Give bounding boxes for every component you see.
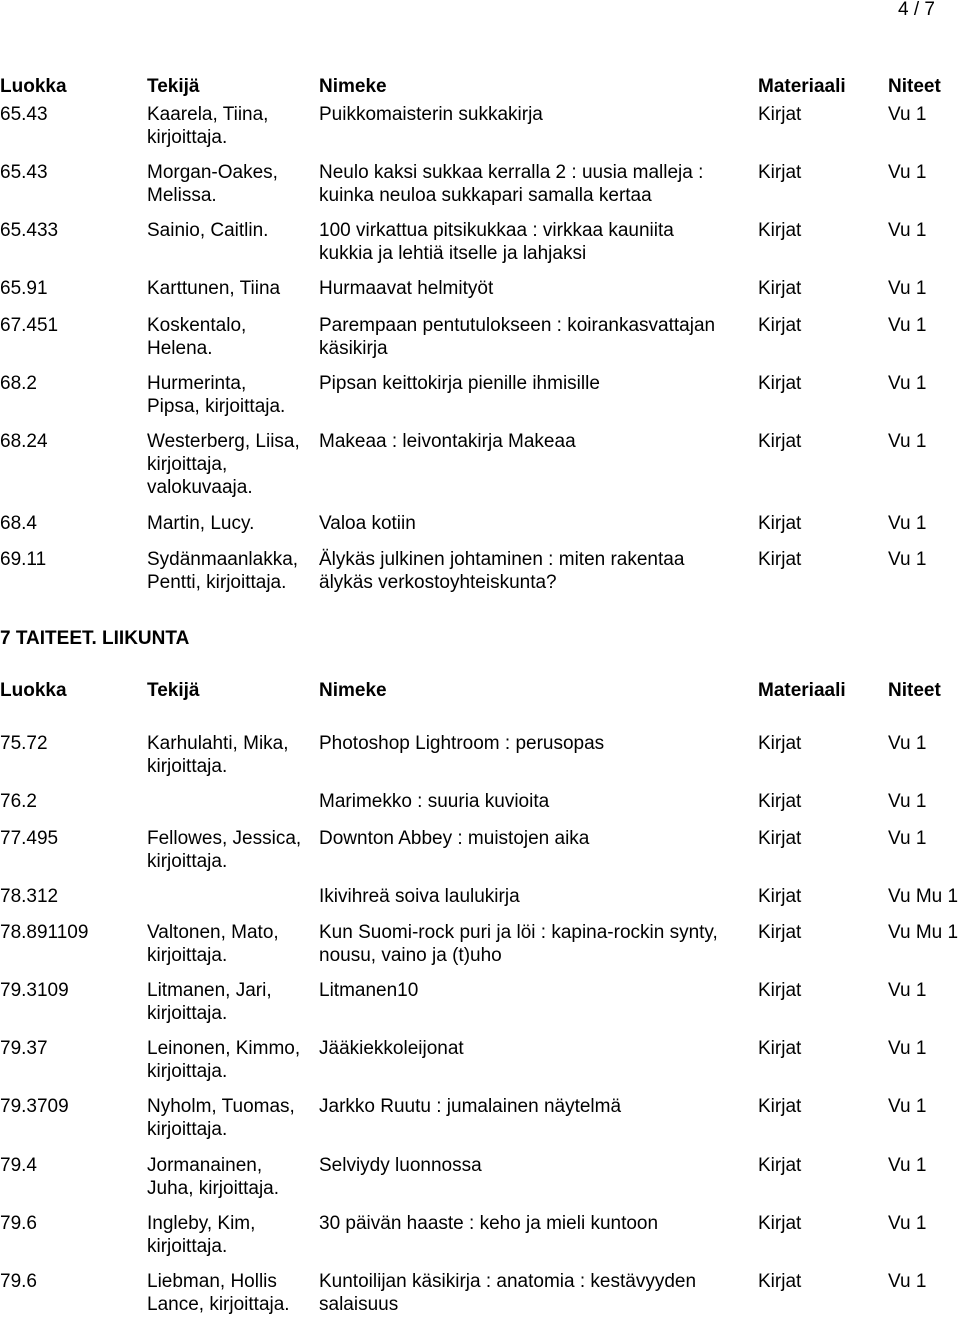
cell-tekija-line: Martin, Lucy. [147,513,255,534]
cell-tekija [147,103,268,149]
cell-luokka: 65.91 [0,278,48,299]
section-heading: 7 TAITEET. LIIKUNTA [0,628,190,649]
cell-nimeke-line: salaisuus [319,1294,399,1315]
cell-tekija-line: Litmanen, Jari, [147,980,272,1001]
table-row [0,430,960,498]
cell-niteet: Vu 1 [888,828,927,849]
cell-luokka: 79.3109 [0,980,69,1001]
cell-tekija-line: Jormanainen, [147,1155,263,1176]
page-number: 4 / 7 [898,0,935,20]
cell-luokka: 68.24 [0,431,48,452]
cell-niteet: Vu 1 [888,1038,927,1059]
cell-niteet: Vu 1 [888,549,927,570]
cell-materiaali: Kirjat [758,431,802,452]
cell-nimeke [319,219,674,265]
cell-tekija [147,161,278,207]
cell-tekija-line: kirjoittaja. [147,945,228,966]
column-header-nimeke: Nimeke [319,680,387,701]
cell-materiaali: Kirjat [758,315,802,336]
cell-tekija [147,512,254,535]
cell-tekija-line: Pentti, kirjoittaja. [147,572,287,593]
cell-tekija [147,372,285,418]
cell-materiaali: Kirjat [758,1038,802,1059]
cell-luokka: 69.11 [0,549,47,570]
cell-nimeke [319,1095,621,1118]
column-header-tekija: Tekijä [147,76,200,97]
cell-nimeke [319,827,589,850]
cell-niteet: Vu Mu 1 [888,886,959,907]
cell-nimeke [319,732,604,755]
cell-tekija [147,1095,295,1141]
cell-tekija-line: Ingleby, Kim, [147,1213,256,1234]
column-header-nimeke: Nimeke [319,76,387,97]
cell-nimeke [319,1154,482,1177]
cell-nimeke-line: Hurmaavat helmityöt [319,278,494,299]
cell-materiaali: Kirjat [758,278,802,299]
cell-tekija-line: Lance, kirjoittaja. [147,1294,290,1315]
cell-niteet: Vu 1 [888,220,927,241]
cell-materiaali: Kirjat [758,1213,802,1234]
cell-niteet: Vu Mu 1 [888,922,959,943]
cell-nimeke [319,548,684,594]
cell-nimeke [319,921,718,967]
cell-tekija-line: kirjoittaja. [147,1003,228,1024]
cell-materiaali: Kirjat [758,828,802,849]
cell-niteet: Vu 1 [888,373,927,394]
cell-luokka: 65.43 [0,162,48,183]
cell-tekija-line: Leinonen, Kimmo, [147,1038,301,1059]
cell-nimeke [319,103,543,126]
cell-nimeke-line: 30 päivän haaste : keho ja mieli kuntoon [319,1213,659,1234]
table-row [0,219,960,279]
cell-tekija-line: Kaarela, Tiina, [147,104,269,125]
cell-tekija [147,732,289,778]
cell-tekija-line: kirjoittaja. [147,1119,228,1140]
table-row [0,372,960,432]
cell-nimeke-line: kuinka neuloa sukkapari samalla kertaa [319,185,652,206]
cell-tekija [147,1212,255,1258]
cell-luokka: 77.495 [0,828,59,849]
column-header-luokka: Luokka [0,680,67,701]
cell-nimeke [319,979,418,1002]
column-header-luokka: Luokka [0,76,67,97]
cell-tekija-line: Pipsa, kirjoittaja. [147,396,286,417]
cell-niteet: Vu 1 [888,431,927,452]
cell-nimeke-line: Valoa kotiin [319,513,416,534]
cell-niteet: Vu 1 [888,162,927,183]
cell-materiaali: Kirjat [758,162,802,183]
cell-luokka: 79.6 [0,1213,37,1234]
table-row [0,732,960,792]
cell-luokka: 76.2 [0,791,37,812]
cell-tekija-line: Sydänmaanlakka, [147,549,299,570]
cell-materiaali: Kirjat [758,373,802,394]
cell-tekija [147,827,301,873]
cell-tekija-line: Westerberg, Liisa, [147,431,300,452]
cell-luokka: 65.433 [0,220,59,241]
table-row [0,921,960,981]
cell-nimeke [319,885,520,908]
cell-tekija [147,1270,290,1316]
column-header-materiaali: Materiaali [758,76,846,97]
table-row [0,979,960,1039]
cell-luokka: 78.312 [0,886,59,907]
cell-tekija [147,219,268,242]
cell-nimeke-line: Puikkomaisterin sukkakirja [319,104,543,125]
cell-tekija-line: kirjoittaja, [147,454,228,475]
cell-nimeke [319,161,703,207]
cell-tekija-line: kirjoittaja. [147,1236,228,1257]
cell-tekija-line: Melissa. [147,185,217,206]
cell-tekija-line: Juha, kirjoittaja. [147,1178,280,1199]
cell-tekija [147,314,246,360]
cell-nimeke-line: Pipsan keittokirja pienille ihmisille [319,373,600,394]
cell-nimeke [319,1037,464,1060]
cell-materiaali: Kirjat [758,886,802,907]
cell-nimeke-line: Neulo kaksi sukkaa kerralla 2 : uusia malleja : [319,162,704,183]
cell-tekija [147,548,298,594]
cell-tekija-line: Liebman, Hollis [147,1271,277,1292]
cell-tekija-line: kirjoittaja. [147,756,228,777]
cell-luokka: 79.6 [0,1271,37,1292]
table-row [0,1095,960,1155]
cell-tekija [147,430,300,499]
cell-luokka: 79.3709 [0,1096,69,1117]
cell-tekija [147,921,279,967]
cell-tekija-line: Valtonen, Mato, [147,922,279,943]
cell-nimeke-line: Downton Abbey : muistojen aika [319,828,590,849]
cell-luokka: 68.4 [0,513,37,534]
table-row [0,548,960,608]
cell-luokka: 79.37 [0,1038,48,1059]
cell-niteet: Vu 1 [888,1096,927,1117]
cell-tekija-line: Nyholm, Tuomas, [147,1096,295,1117]
cell-nimeke-line: Makeaa : leivontakirja Makeaa [319,431,576,452]
cell-niteet: Vu 1 [888,1155,927,1176]
cell-nimeke-line: Marimekko : suuria kuvioita [319,791,550,812]
cell-nimeke [319,314,715,360]
cell-nimeke-line: käsikirja [319,338,388,359]
cell-tekija-line: Koskentalo, [147,315,247,336]
cell-nimeke [319,277,493,300]
table-row [0,1212,960,1272]
cell-tekija-line: Karttunen, Tiina [147,278,281,299]
column-header-tekija: Tekijä [147,680,200,701]
cell-tekija [147,979,272,1025]
table-row [0,314,960,374]
cell-niteet: Vu 1 [888,278,927,299]
cell-materiaali: Kirjat [758,104,802,125]
cell-nimeke [319,430,576,453]
cell-tekija [147,1154,279,1200]
cell-nimeke-line: 100 virkattua pitsikukkaa : virkkaa kauniita [319,220,674,241]
cell-niteet: Vu 1 [888,315,927,336]
column-header-niteet: Niteet [888,76,941,97]
cell-materiaali: Kirjat [758,513,802,534]
cell-tekija-line: kirjoittaja. [147,1061,228,1082]
cell-materiaali: Kirjat [758,733,802,754]
cell-niteet: Vu 1 [888,513,927,534]
cell-tekija-line: Sainio, Caitlin. [147,220,269,241]
cell-materiaali: Kirjat [758,791,802,812]
cell-materiaali: Kirjat [758,1155,802,1176]
cell-tekija-line: Helena. [147,338,213,359]
cell-nimeke-line: nousu, vaino ja (t)uho [319,945,502,966]
cell-nimeke [319,790,549,813]
table-row [0,1154,960,1214]
cell-niteet: Vu 1 [888,733,927,754]
table-row [0,103,960,163]
cell-nimeke-line: Selviydy luonnossa [319,1155,482,1176]
column-header-materiaali: Materiaali [758,680,846,701]
cell-tekija-line: Morgan-Oakes, [147,162,278,183]
cell-tekija-line: Hurmerinta, [147,373,247,394]
cell-tekija-line: Karhulahti, Mika, [147,733,289,754]
column-header-niteet: Niteet [888,680,941,701]
cell-materiaali: Kirjat [758,922,802,943]
cell-niteet: Vu 1 [888,104,927,125]
cell-tekija-line: kirjoittaja. [147,127,228,148]
cell-luokka: 79.4 [0,1155,37,1176]
cell-nimeke [319,1212,658,1235]
table-header [0,679,960,739]
cell-nimeke-line: Jääkiekkoleijonat [319,1038,464,1059]
table-row [0,827,960,887]
cell-niteet: Vu 1 [888,980,927,1001]
cell-tekija [147,277,280,300]
cell-niteet: Vu 1 [888,1271,927,1292]
cell-luokka: 65.43 [0,104,48,125]
cell-nimeke-line: Parempaan pentutulokseen : koirankasvattajan [319,315,716,336]
cell-nimeke-line: Kuntoilijan käsikirja : anatomia : kestävyyden [319,1271,697,1292]
cell-tekija-line: valokuvaaja. [147,477,253,498]
table-row [0,161,960,221]
cell-nimeke [319,1270,696,1316]
cell-nimeke-line: Photoshop Lightroom : perusopas [319,733,605,754]
cell-nimeke-line: Kun Suomi-rock puri ja löi : kapina-rockin synty, [319,922,718,943]
cell-tekija-line: kirjoittaja. [147,851,228,872]
cell-nimeke [319,372,600,395]
cell-nimeke-line: Litmanen10 [319,980,419,1001]
cell-nimeke-line: kukkia ja lehtiä itselle ja lahjaksi [319,243,587,264]
cell-niteet: Vu 1 [888,791,927,812]
cell-tekija [147,1037,300,1083]
cell-luokka: 68.2 [0,373,37,394]
cell-materiaali: Kirjat [758,549,802,570]
cell-luokka: 67.451 [0,315,59,336]
cell-nimeke-line: Älykäs julkinen johtaminen : miten rakentaa [319,549,685,570]
cell-nimeke-line: älykäs verkostoyhteiskunta? [319,572,557,593]
cell-luokka: 78.891109 [0,922,89,943]
table-row [0,1037,960,1097]
cell-nimeke-line: Ikivihreä soiva laulukirja [319,886,520,907]
cell-nimeke [319,512,416,535]
cell-materiaali: Kirjat [758,220,802,241]
table-row [0,1270,960,1330]
cell-tekija-line: Fellowes, Jessica, [147,828,302,849]
cell-niteet: Vu 1 [888,1213,927,1234]
cell-materiaali: Kirjat [758,980,802,1001]
cell-luokka: 75.72 [0,733,48,754]
cell-materiaali: Kirjat [758,1271,802,1292]
cell-materiaali: Kirjat [758,1096,802,1117]
cell-nimeke-line: Jarkko Ruutu : jumalainen näytelmä [319,1096,622,1117]
